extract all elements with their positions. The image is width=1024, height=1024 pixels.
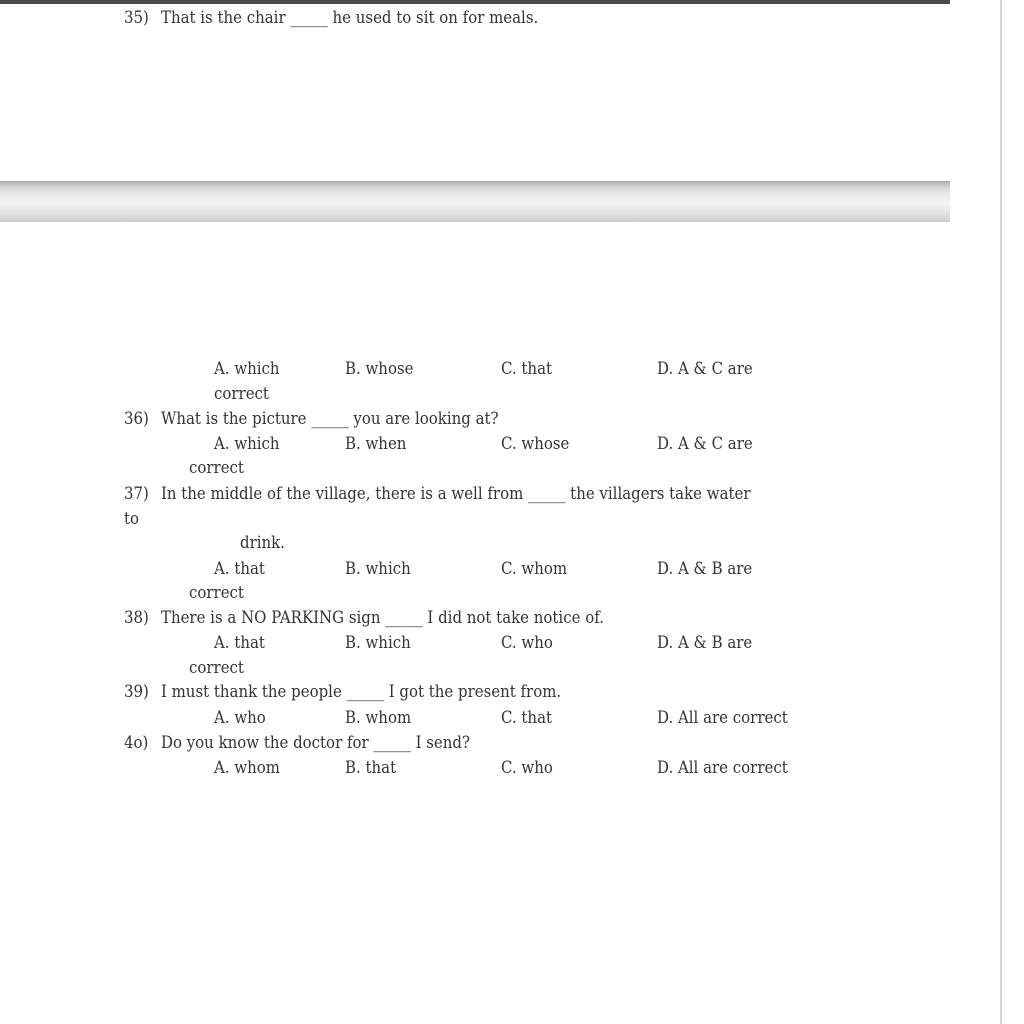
option-b: B. when bbox=[345, 434, 407, 454]
question-stem: What is the picture _____ you are looking at? bbox=[160, 409, 499, 429]
question-40 bbox=[124, 732, 470, 754]
question-37 bbox=[124, 483, 751, 505]
option-a: A. which bbox=[214, 359, 280, 379]
option-d-wrap: correct bbox=[214, 384, 269, 404]
question-number: 35) bbox=[124, 8, 149, 28]
question-stem-wrap: to bbox=[124, 509, 140, 529]
option-a: A. who bbox=[214, 708, 266, 728]
question-number: 36) bbox=[124, 409, 149, 429]
option-c: C. whom bbox=[501, 559, 568, 579]
question-number: 38) bbox=[124, 608, 149, 628]
option-a: A. that bbox=[214, 633, 265, 653]
question-number: 37) bbox=[124, 484, 149, 504]
option-d: D. All are correct bbox=[657, 758, 788, 778]
question-39 bbox=[124, 681, 561, 703]
page-top-border bbox=[0, 0, 950, 4]
question-stem: In the middle of the village, there is a well from _____ the villagers take water bbox=[160, 484, 751, 504]
question-stem: Do you know the doctor for _____ I send? bbox=[160, 733, 471, 753]
option-c: C. who bbox=[501, 633, 553, 653]
option-d: D. All are correct bbox=[657, 708, 788, 728]
page-break-separator bbox=[0, 181, 950, 222]
option-d-wrap: correct bbox=[189, 583, 244, 603]
option-d-wrap: correct bbox=[189, 458, 244, 478]
option-c: C. that bbox=[501, 359, 553, 379]
question-stem: I must thank the people _____ I got the present from. bbox=[160, 682, 562, 702]
option-d: D. A & B are bbox=[657, 559, 753, 579]
option-c: C. that bbox=[501, 708, 553, 728]
option-c: C. who bbox=[501, 758, 553, 778]
question-36 bbox=[124, 408, 499, 430]
question-stem: There is a NO PARKING sign _____ I did not take notice of. bbox=[160, 608, 604, 628]
option-a: A. whom bbox=[214, 758, 280, 778]
option-b: B. whom bbox=[345, 708, 412, 728]
option-a: A. that bbox=[214, 559, 265, 579]
option-d: D. A & C are bbox=[657, 434, 753, 454]
question-stem-wrap: drink. bbox=[240, 533, 285, 553]
option-c: C. whose bbox=[501, 434, 570, 454]
question-number: 39) bbox=[124, 682, 149, 702]
question-stem: That is the chair _____ he used to sit on for meals. bbox=[160, 8, 539, 28]
option-d: D. A & B are bbox=[657, 633, 753, 653]
question-38 bbox=[124, 607, 604, 629]
option-a: A. which bbox=[214, 434, 280, 454]
question-number: 4o) bbox=[124, 733, 149, 753]
option-b: B. whose bbox=[345, 359, 414, 379]
page-right-edge bbox=[1000, 0, 1002, 1024]
option-d: D. A & C are bbox=[657, 359, 753, 379]
option-b: B. which bbox=[345, 633, 411, 653]
option-d-wrap: correct bbox=[189, 658, 244, 678]
option-b: B. which bbox=[345, 559, 411, 579]
option-b: B. that bbox=[345, 758, 397, 778]
question-35 bbox=[124, 7, 538, 29]
